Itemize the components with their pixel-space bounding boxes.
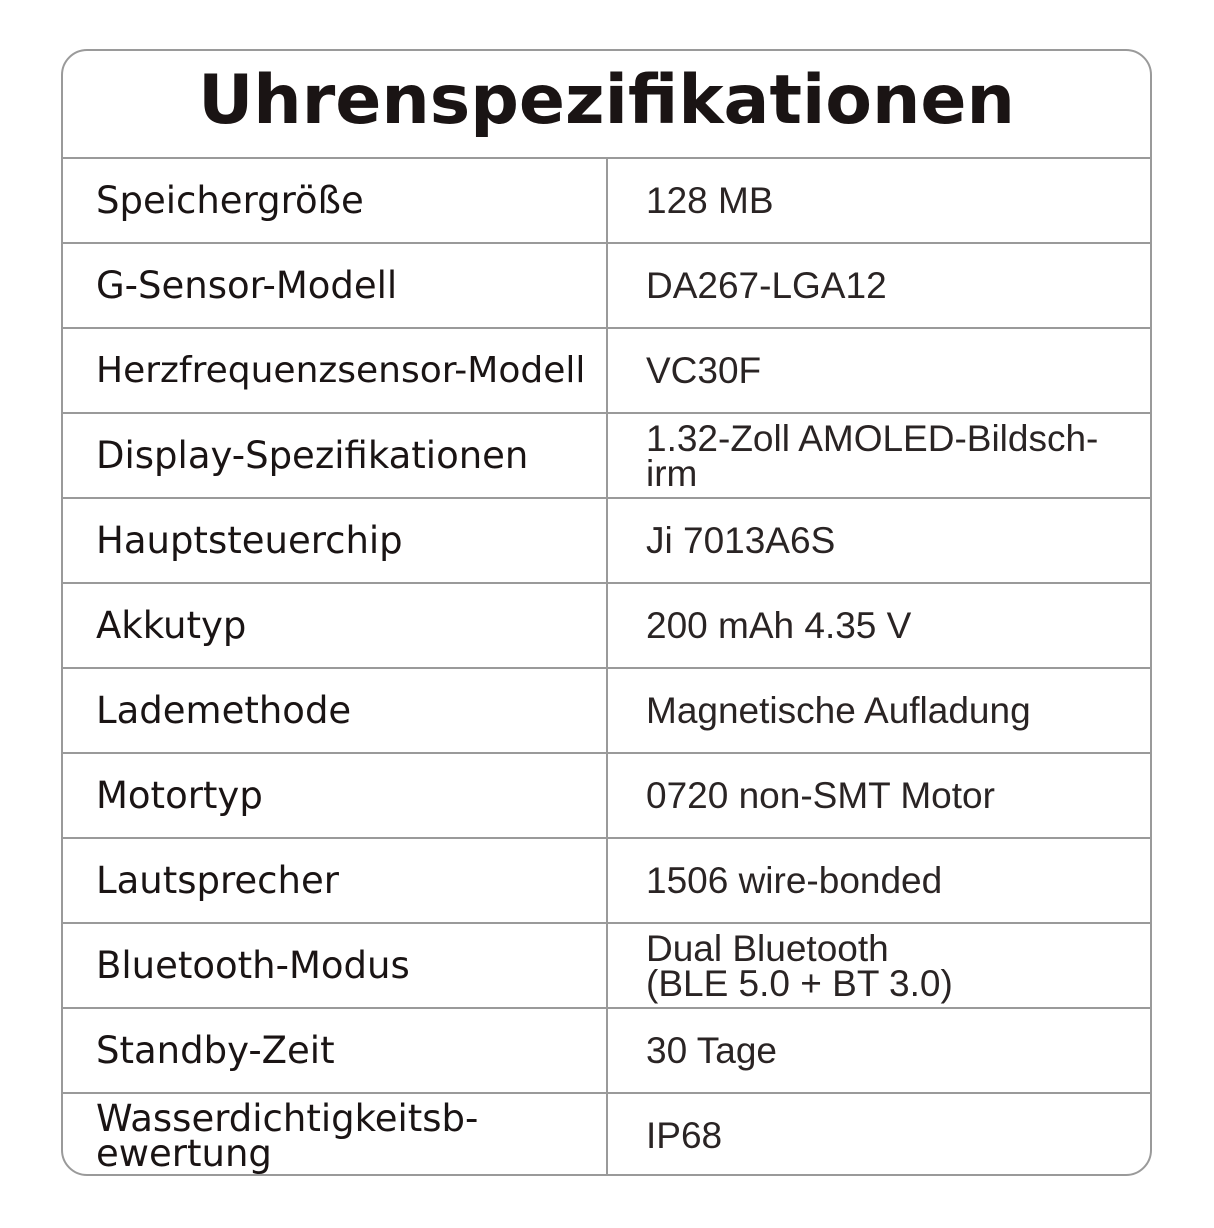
spec-value: Dual Bluetooth (BLE 5.0 + BT 3.0): [646, 927, 953, 1004]
spec-label: Hauptsteuerchip: [63, 499, 608, 582]
spec-value: 128 MB: [646, 179, 774, 221]
table-row: [63, 414, 1150, 499]
spec-value: 1506 wire-bonded: [646, 859, 943, 901]
spec-value: 200 mAh 4.35 V: [646, 604, 912, 646]
table-row: [63, 244, 1150, 329]
spec-card: [61, 49, 1152, 1176]
spec-value: 1.32-Zoll AMOLED-Bildsch- irm: [646, 417, 1099, 494]
table-row: [63, 329, 1150, 414]
spec-value: Magnetische Aufladung: [646, 689, 1031, 731]
spec-value: 0720 non-SMT Motor: [646, 774, 995, 816]
spec-label: Speichergröße: [63, 159, 608, 242]
spec-label: G-Sensor-Modell: [63, 244, 608, 327]
spec-label: Motortyp: [63, 754, 608, 837]
spec-label: Standby-Zeit: [63, 1009, 608, 1092]
spec-label: Bluetooth-Modus: [63, 924, 608, 1007]
spec-label: Akkutyp: [63, 584, 608, 667]
spec-value: IP68: [646, 1114, 723, 1156]
table-row: [63, 924, 1150, 1009]
page-title: Uhrenspezifikationen: [63, 51, 1150, 159]
spec-table: [63, 159, 1150, 1176]
spec-value: DA267-LGA12: [646, 264, 887, 306]
table-row: [63, 1009, 1150, 1094]
spec-label: Herzfrequenzsensor-Modell: [63, 329, 608, 412]
spec-value: 30 Tage: [646, 1029, 777, 1071]
table-row: [63, 499, 1150, 584]
spec-label: Wasserdichtigkeitsb- ewertung: [63, 1094, 608, 1176]
table-row: [63, 159, 1150, 244]
table-row: [63, 1094, 1150, 1176]
table-row: [63, 754, 1150, 839]
spec-label: Display-Spezifikationen: [63, 414, 608, 497]
spec-value: Ji 7013A6S: [646, 519, 836, 561]
spec-value: VC30F: [646, 349, 762, 391]
spec-label: Lademethode: [63, 669, 608, 752]
table-row: [63, 584, 1150, 669]
table-row: [63, 669, 1150, 754]
table-row: [63, 839, 1150, 924]
spec-label: Lautsprecher: [63, 839, 608, 922]
